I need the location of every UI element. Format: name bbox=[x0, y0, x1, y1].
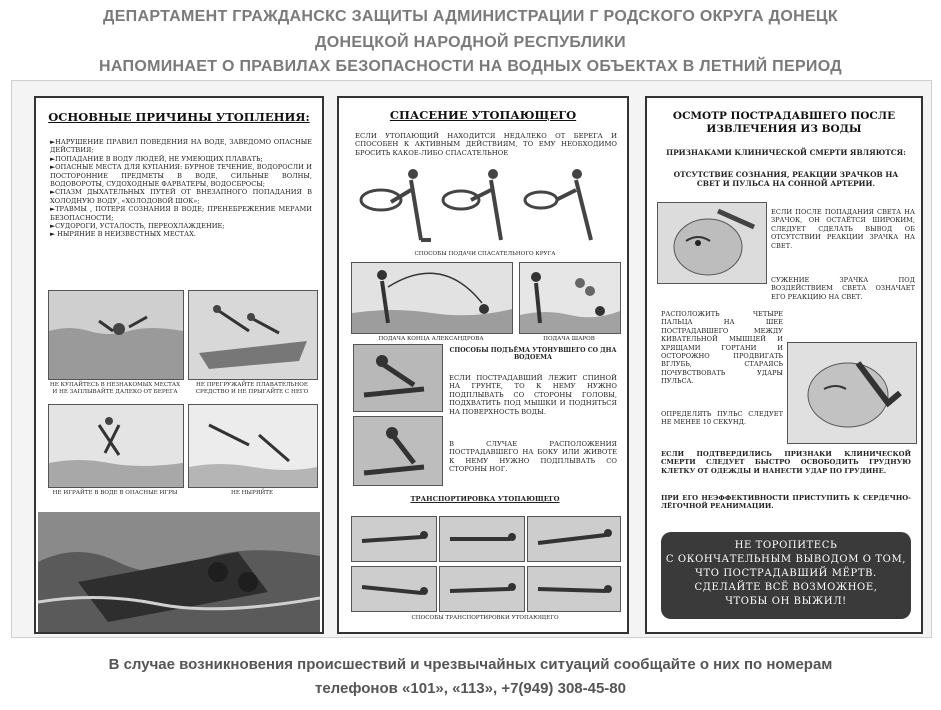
cause-item: ►ТРАВМЫ , ПОТЕРЯ СОЗНАНИЯ В ВОДЕ; ПРЕНЕБРЕЖЕНИЕ МЕРАМИ БЕЗОПАСНОСТИ; bbox=[50, 205, 312, 222]
illustration-rope-throw bbox=[351, 262, 513, 334]
caption-ring-methods: СПОСОБЫ ПОДАЧИ СПАСАТЕЛЬНОГО КРУГА bbox=[414, 251, 556, 257]
warning-box bbox=[661, 532, 911, 619]
cause-item: ►НАРУШЕНИЕ ПРАВИЛ ПОВЕДЕНИЯ НА ВОДЕ, ЗАВЕДОМО ОПАСНЫЕ ДЕЙСТВИЯ; bbox=[50, 138, 312, 155]
clinical-death-confirm-text: ЕСЛИ ПОДТВЕРДИЛИСЬ ПРИЗНАКИ КЛИНИЧЕСКОЙ СМЕРТИ СЛЕДУЕТ БЫСТРО ОСВОБОДИТЬ ГРУДНУЮ КЛЕТКУ ОТ ОДЕЖДЫ И НАНЕСТИ УДАР ПО ГРУДИНЕ. bbox=[661, 450, 911, 475]
panel-title: ОСМОТР ПОСТРАДАВШЕГО ПОСЛЕ ИЗВЛЕЧЕНИЯ ИЗ ВОДЫ bbox=[672, 110, 896, 135]
transport-title: ТРАНСПОРТИРОВКА УТОПАЮЩЕГО bbox=[410, 495, 560, 503]
header-line-3: НАПОМИНАЕТ О ПРАВИЛАХ БЕЗОПАСНОСТИ НА ВОДНЫХ ОБЪЕКТАХ В ЛЕТНИЙ ПЕРИОД bbox=[99, 58, 842, 75]
illustration-pupil-check bbox=[657, 202, 767, 284]
pupil-reaction-text: СУЖЕНИЕ ЗРАЧКА ПОД ВОЗДЕЙСТВИЕМ СВЕТА ОЗНАЧАЕТ ЕГО РЕАКЦИЮ НА СВЕТ. bbox=[771, 276, 915, 301]
caption-no-diving: НЕ НЫРЯЙТЕ bbox=[230, 490, 274, 496]
warning-line: ЧТО ПОСТРАДАВШИЙ МЁРТВ. bbox=[695, 568, 877, 579]
lift-text-side: В СЛУЧАЕ РАСПОЛОЖЕНИЯ ПОСТРАДАВШЕГО НА БОКУ ИЛИ ЖИВОТЕ К НЕМУ НУЖНО ПОДПЛЫВАТЬ СО СТОРОНЫ НОГ. bbox=[449, 440, 617, 474]
lift-text-back: ЕСЛИ ПОСТРАДАВШИЙ ЛЕЖИТ СПИНОЙ НА ГРУНТЕ, ТО К НЕМУ НУЖНО ПОДПЛЫВАТЬ СО СТОРОНЫ ГОЛОВЫ, ПОДХВАТИТЬ ПОД МЫШКИ И ПОДНЯТЬСЯ НА ПОВЕРХНОСТЬ ВОДЫ. bbox=[449, 374, 617, 416]
header-line-1: ДЕПАРТАМЕНТ ГРАЖДАНСКС ЗАЩИТЫ АДМИНИСТРАЦИИ Г РОДСКОГО ОКРУГА ДОНЕЦК bbox=[103, 8, 838, 25]
illustration-lift-from-side bbox=[353, 416, 443, 486]
illustration-transport-6 bbox=[527, 566, 621, 612]
cpr-text: ПРИ ЕГО НЕЭФФЕКТИВНОСТИ ПРИСТУПИТЬ К СЕРДЕЧНО-ЛЁГОЧНОЙ РЕАНИМАЦИИ. bbox=[661, 494, 911, 511]
illustration-boat-rescue bbox=[38, 512, 320, 632]
caption-overloaded-craft: НЕ ПРЕГРУЖАЙТЕ ПЛАВАТЕЛЬНОЕ СРЕДСТВО И НЕ ПРЫГАЙТЕ С НЕГО bbox=[195, 382, 309, 395]
illustration-overloaded-craft bbox=[188, 290, 318, 380]
cause-item: ► НЫРЯНИЕ В НЕИЗВЕСТНЫХ МЕСТАХ. bbox=[50, 230, 196, 239]
illustration-transport-3 bbox=[527, 516, 621, 562]
illustration-balls-throw bbox=[519, 262, 621, 334]
footer-line-1: В случае возникновения происшествий и чрезвычайных ситуаций сообщайте о них по номерам bbox=[108, 656, 833, 673]
pulse-check-text: РАСПОЛОЖИТЬ ЧЕТЫРЕ ПАЛЬЦА НА ШЕЕ ПОСТРАДАВШЕГО МЕЖДУ КИВАТЕЛЬНОЙ МЫШЦЕЙ И ХРЯЩАМИ ГОРТАНИ И ОСТОРОЖНО ПРОДВИГАТЬ ВГЛУБЬ, СТАРАЯСЬ ПОЧУВСТВОВАТЬ УДАРЫ ПУЛЬСА. bbox=[661, 310, 783, 386]
illustration-transport-5 bbox=[439, 566, 525, 612]
panel-drowning-causes bbox=[34, 96, 324, 634]
caption-transport-methods: СПОСОБЫ ТРАНСПОРТИРОВКИ УТОПАЮЩЕГО bbox=[411, 615, 559, 621]
cause-item: ►СПАЗМ ДЫХАТЕЛЬНЫХ ПУТЕЙ ОТ ВНЕЗАПНОГО ПОПАДАНИЯ В ХОЛОДНУЮ ВОДУ, «ХОЛОДОВОЙ ШОК»; bbox=[50, 188, 312, 205]
cause-item: ►ОПАСНЫЕ МЕСТА ДЛЯ КУПАНИЯ: БУРНОЕ ТЕЧЕНИЕ, ВОДОРОСЛИ И ПОСТОРОННИЕ ПРЕДМЕТЫ В ВОДЕ, СИЛЬНЫЕ ВОЛНЫ, ВОДОВОРОТЫ, СУДОХОДНЫЕ ФАРВАТЕРЫ, ВОДОСБРОСЫ; bbox=[50, 163, 312, 189]
lift-methods-title: СПОСОБЫ ПОДЪЁМА УТОНУВШЕГО СО ДНА ВОДОЕМА bbox=[449, 347, 617, 361]
panel-title: ОСНОВНЫЕ ПРИЧИНЫ УТОПЛЕНИЯ: bbox=[48, 110, 310, 124]
panel-examination bbox=[645, 96, 923, 634]
illustration-transport-1 bbox=[351, 516, 437, 562]
illustration-swimmer-far bbox=[48, 290, 184, 380]
caption-balls: ПОДАЧА ШАРОВ bbox=[543, 336, 595, 342]
clinical-death-signs-heading: ПРИЗНАКАМИ КЛИНИЧЕСКОЙ СМЕРТИ ЯВЛЯЮТСЯ: bbox=[666, 148, 906, 157]
cause-item: ►СУДОРОГИ, УСТАЛОСТЬ, ПЕРЕОХЛАЖДЕНИЕ; bbox=[50, 222, 225, 231]
caption-swim-far: НЕ КУПАЙТЕСЬ В НЕЗНАКОМЫХ МЕСТАХ И НЕ ЗАПЛЫВАЙТЕ ДАЛЕКО ОТ БЕРЕГА bbox=[49, 382, 181, 395]
illustration-transport-2 bbox=[439, 516, 525, 562]
warning-line: С ОКОНЧАТЕЛЬНЫМ ВЫВОДОМ О ТОМ, bbox=[665, 554, 907, 565]
warning-line: НЕ ТОРОПИТЕСЬ bbox=[734, 540, 838, 551]
pulse-duration-text: ОПРЕДЕЛЯТЬ ПУЛЬС СЛЕДУЕТ НЕ МЕНЕЕ 10 СЕКУНД. bbox=[661, 410, 783, 427]
illustration-transport-4 bbox=[351, 566, 437, 612]
footer-line-2: телефонов «101», «113», +7(949) 308-45-80 bbox=[314, 680, 626, 697]
header-line-2: ДОНЕЦКОЙ НАРОДНОЙ РЕСПУБЛИКИ bbox=[315, 34, 626, 51]
clinical-death-signs-text: ОТСУТСТВИЕ СОЗНАНИЯ, РЕАКЦИИ ЗРАЧКОВ НА СВЕТ И ПУЛЬСА НА СОННОЙ АРТЕРИИ. bbox=[673, 170, 899, 188]
illustration-dangerous-games bbox=[48, 404, 184, 488]
panel-rescue bbox=[337, 96, 629, 634]
illustration-diving bbox=[188, 404, 318, 488]
pupil-check-text: ЕСЛИ ПОСЛЕ ПОПАДАНИЯ СВЕТА НА ЗРАЧОК, ОН ОСТАЁТСЯ ШИРОКИМ, СЛЕДУЕТ СДЕЛАТЬ ВЫВОД ОБ ОТСУТСТВИИ РЕАКЦИИ ЗРАЧКА НА СВЕТ. bbox=[771, 208, 915, 250]
causes-list bbox=[50, 138, 312, 239]
warning-line: ЧТОБЫ ОН ВЫЖИЛ! bbox=[725, 596, 847, 607]
warning-line: СДЕЛАЙТЕ ВСЁ ВОЗМОЖНОЕ, bbox=[694, 582, 878, 593]
caption-dangerous-games: НЕ ИГРАЙТЕ В ВОДЕ В ОПАСНЫЕ ИГРЫ bbox=[52, 490, 178, 496]
panel-title: СПАСЕНИЕ УТОПАЮЩЕГО bbox=[389, 108, 577, 122]
illustration-lift-from-back bbox=[353, 344, 443, 412]
rescue-intro: ЕСЛИ УТОПАЮЩИЙ НАХОДИТСЯ НЕДАЛЕКО ОТ БЕРЕГА И СПОСОБЕН К АКТИВНЫМ ДЕЙСТВИЯМ, ТО ЕМУ НЕОБХОДИМО БРОСИТЬ КАКОЕ-ЛИБО СПАСАТЕЛЬНОЕ bbox=[355, 132, 617, 157]
illustration-pulse-check bbox=[787, 342, 917, 444]
illustration-ring-throw bbox=[351, 160, 619, 250]
caption-rope: ПОДАЧА КОНЦА АЛЕКСАНДРОВА bbox=[378, 336, 484, 342]
cause-item: ►ПОПАДАНИЕ В ВОДУ ЛЮДЕЙ, НЕ УМЕЮЩИХ ПЛАВАТЬ; bbox=[50, 154, 263, 163]
